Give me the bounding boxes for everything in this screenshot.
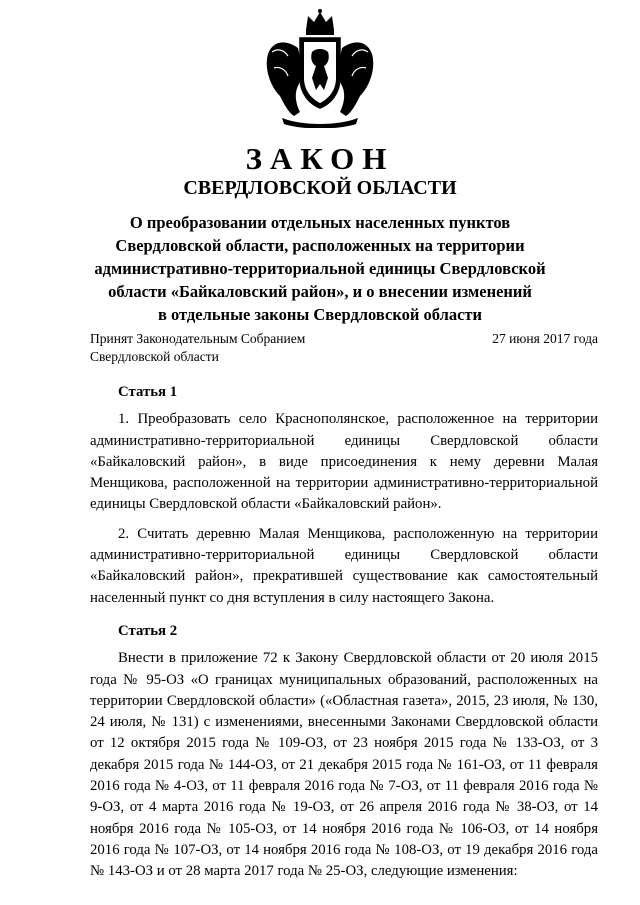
title-line: в отдельные законы Свердловской области xyxy=(157,305,483,324)
title-line: Свердловской области, расположенных на территории xyxy=(115,236,525,255)
article-paragraph: Внести в приложение 72 к Закону Свердловской области от 20 июля 2015 года № 95-ОЗ «О границах муниципальных образований, расположенных на территории Свердловской области» («Областная газета», 2015, 23 июля, № 130, 24 июля, № 131) с изменениями, внесенными Законами Свердловской области от 12 октября 2015 года № 109-ОЗ, от 23 ноября 2015 года № 133-ОЗ, от 3 декабря 2015 года № 144-ОЗ, от 21 декабря 2015 года № 161-ОЗ, от 11 февраля 2016 года № 4-ОЗ, от 11 февраля 2016 года № 7-ОЗ, от 11 февраля 2016 года № 9-ОЗ, от 4 марта 2016 года № 19-ОЗ, от 26 апреля 2016 года № 38-ОЗ, от 14 ноября 2016 года № 105-ОЗ, от 14 ноября 2016 года № 106-ОЗ, от 14 ноября 2016 года № 107-ОЗ, от 14 ноября 2016 года № 108-ОЗ, от 19 декабря 2016 года № 143-ОЗ и от 28 марта 2017 года № 25-ОЗ, следующие изменения: xyxy=(90,650,598,880)
law-heading: ЗАКОН xyxy=(245,141,395,176)
title-line: О преобразовании отдельных населенных пунктов xyxy=(129,213,511,232)
sverdlovsk-coat-of-arms-icon xyxy=(258,8,382,128)
title-line: административно-территориальной единицы Свердловской xyxy=(94,259,546,278)
article-1 xyxy=(90,382,598,609)
law-title xyxy=(60,211,580,326)
article-2 xyxy=(90,621,598,883)
article-paragraph: 2. Считать деревню Малая Менщикова, расположенную на территории административно-территориальной единицы Свердловской области «Байкаловский район», прекратившей существование как самостоятельный населенный пункт со дня вступления в силу настоящего Закона. xyxy=(90,525,598,606)
adoption-date: 27 июня 2017 года xyxy=(492,331,598,346)
adoption-line: Свердловской области xyxy=(90,349,219,364)
article-paragraph: 1. Преобразовать село Краснополянское, расположенное на территории административно-территориальной единицы Свердловской области «Байкаловский район», в виде присоединения к нему деревни Малая Менщикова, расположенной на территории административно-территориальной единицы Свердловской области «Байкаловский район». xyxy=(90,411,598,513)
article-heading: Статья 1 xyxy=(118,384,178,400)
adoption-note xyxy=(90,330,350,366)
adoption-line: Принят Законодательным Собранием xyxy=(90,331,306,346)
title-line: области «Байкаловский район», и о внесении изменений xyxy=(108,282,532,301)
article-heading: Статья 2 xyxy=(118,622,178,639)
law-body xyxy=(90,382,598,891)
region-heading: СВЕРДЛОВСКОЙ ОБЛАСТИ xyxy=(183,177,457,199)
